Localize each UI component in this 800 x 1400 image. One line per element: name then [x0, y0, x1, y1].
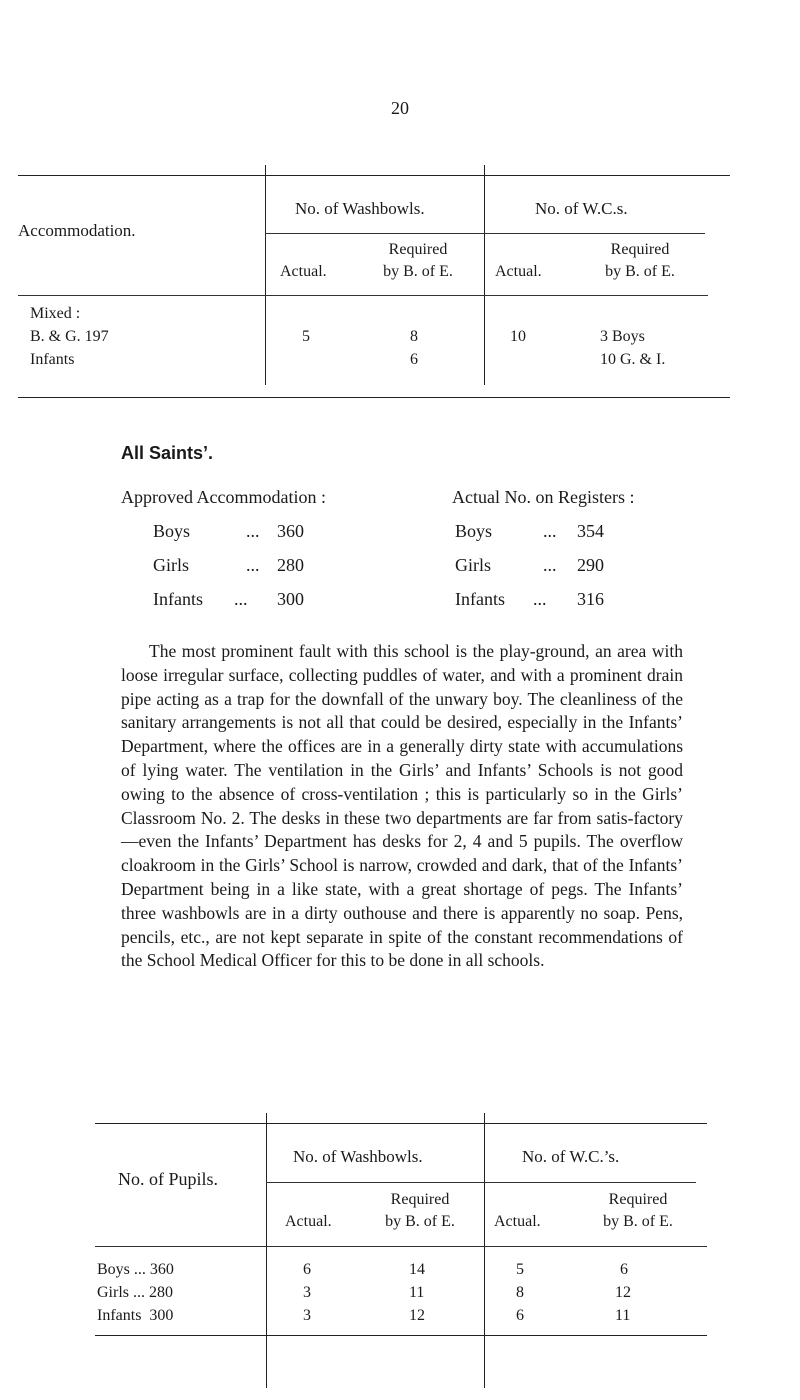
table2-sub-required-wash-1: Required — [390, 1191, 450, 1208]
table2-divider-1 — [266, 1113, 267, 1388]
table1-divider-2 — [484, 165, 485, 385]
table2-divider-2 — [484, 1113, 485, 1388]
table1-header-rule — [18, 295, 708, 296]
table2-wc-actual: 5 — [516, 1261, 524, 1278]
table1-sub-actual-wash: Actual. — [280, 263, 327, 280]
table1-sub-required-wc-1: Required — [610, 241, 670, 258]
table2-wc-actual: 6 — [516, 1307, 524, 1324]
table2-header-wcs: No. of W.C.’s. — [522, 1147, 620, 1166]
table2-mid-rule — [266, 1182, 696, 1183]
table2-wash-required: 14 — [409, 1261, 425, 1278]
approved-heading: Approved Accommodation : — [121, 487, 326, 507]
table1-row-label: B. & G. 197 — [30, 328, 109, 345]
table1-wc-required: 10 G. & I. — [600, 351, 666, 368]
table2-wash-actual: 3 — [303, 1284, 311, 1301]
table2-row-label: Boys ... 360 — [97, 1261, 174, 1278]
page-number: 20 — [391, 98, 409, 118]
table1-top-rule — [18, 175, 730, 176]
table2-wash-required: 12 — [409, 1307, 425, 1324]
table1-row-label: Infants — [30, 351, 75, 368]
table1-wc-required: 3 Boys — [600, 328, 645, 345]
approved-row: Boys ... 360 — [153, 521, 304, 541]
table2-sub-required-wc-1: Required — [608, 1191, 668, 1208]
approved-row: Infants ... 300 — [153, 589, 304, 609]
table1-mid-rule — [265, 233, 705, 234]
approved-row: Girls ... 280 — [153, 555, 304, 575]
table1-wash-required: 6 — [410, 351, 418, 368]
table2-wc-required: 11 — [615, 1307, 631, 1324]
section-title: All Saints’. — [121, 443, 214, 463]
table2-wc-actual: 8 — [516, 1284, 524, 1301]
table1-wash-actual: 5 — [302, 328, 310, 345]
table2-wc-required: 12 — [615, 1284, 631, 1301]
table1-divider-1 — [265, 165, 266, 385]
table1-wc-actual: 10 — [510, 328, 526, 345]
table1-sub-required-wc-2: by B. of E. — [605, 263, 675, 280]
table1-bottom-rule — [18, 397, 730, 398]
table2-bottom-rule — [95, 1335, 707, 1336]
table2-sub-actual-wash: Actual. — [285, 1213, 332, 1230]
table2-row-label: Girls ... 280 — [97, 1284, 173, 1301]
actual-row: Boys ... 354 — [455, 521, 604, 541]
table2-sub-required-wash-2: by B. of E. — [385, 1213, 455, 1230]
table1-wash-required: 8 — [410, 328, 418, 345]
table1-header-wcs: No. of W.C.s. — [535, 199, 628, 218]
table2-row-label: Infants 300 — [97, 1307, 174, 1324]
table2-wash-actual: 6 — [303, 1261, 311, 1278]
table2-top-rule — [95, 1123, 707, 1124]
actual-row: Infants ... 316 — [455, 589, 604, 609]
table2-header-rule — [95, 1246, 707, 1247]
table2-wc-required: 6 — [620, 1261, 628, 1278]
actual-row: Girls ... 290 — [455, 555, 604, 575]
table2-sub-actual-wc: Actual. — [494, 1213, 541, 1230]
table2-wash-required: 11 — [409, 1284, 425, 1301]
table1-sub-required-wash-2: by B. of E. — [383, 263, 453, 280]
table1-row-label: Mixed : — [30, 305, 81, 322]
body-paragraph: The most prominent fault with this school is the play-ground, an area with loose irregular surface, collecting puddles of water, and with a prominent drain pipe acting as a trap for the downfall of the unwary boy. The cleanliness of the sanitary arrangements is not all that could be desired, especially in the Infants’ Department, where the offices are in a generally dirty state with accumulations of lying water. The ventilation in the Girls’ and Infants’ Schools is not good owing to the absence of cross-ventilation ; this is particularly so in the Girls’ Classroom No. 2. The desks in these two departments are far from satis-factory—even the Infants’ Department has desks for 2, 4 and 5 pupils. The overflow cloakroom in the Girls’ School is narrow, crowded and dark, that of the Infants’ Department being in a like state, with a great shortage of pegs. The Infants’ three washbowls are in a dirty outhouse and there is apparently no soap. Pens, pencils, etc., are not kept separate in spite of the constant recommendations of the School Medical Officer for this to be done in all schools. — [121, 641, 683, 971]
table1-header-accommodation: Accommodation. — [18, 221, 136, 240]
table2-sub-required-wc-2: by B. of E. — [603, 1213, 673, 1230]
table2-header-washbowls: No. of Washbowls. — [293, 1147, 423, 1166]
table1-sub-actual-wc: Actual. — [495, 263, 542, 280]
table2-header-pupils: No. of Pupils. — [118, 1169, 219, 1189]
actual-heading: Actual No. on Registers : — [452, 487, 635, 507]
approved-accommodation — [121, 480, 441, 616]
actual-registers — [452, 480, 752, 616]
table1-sub-required-wash-1: Required — [388, 241, 448, 258]
table1-header-washbowls: No. of Washbowls. — [295, 199, 425, 218]
table2-wash-actual: 3 — [303, 1307, 311, 1324]
